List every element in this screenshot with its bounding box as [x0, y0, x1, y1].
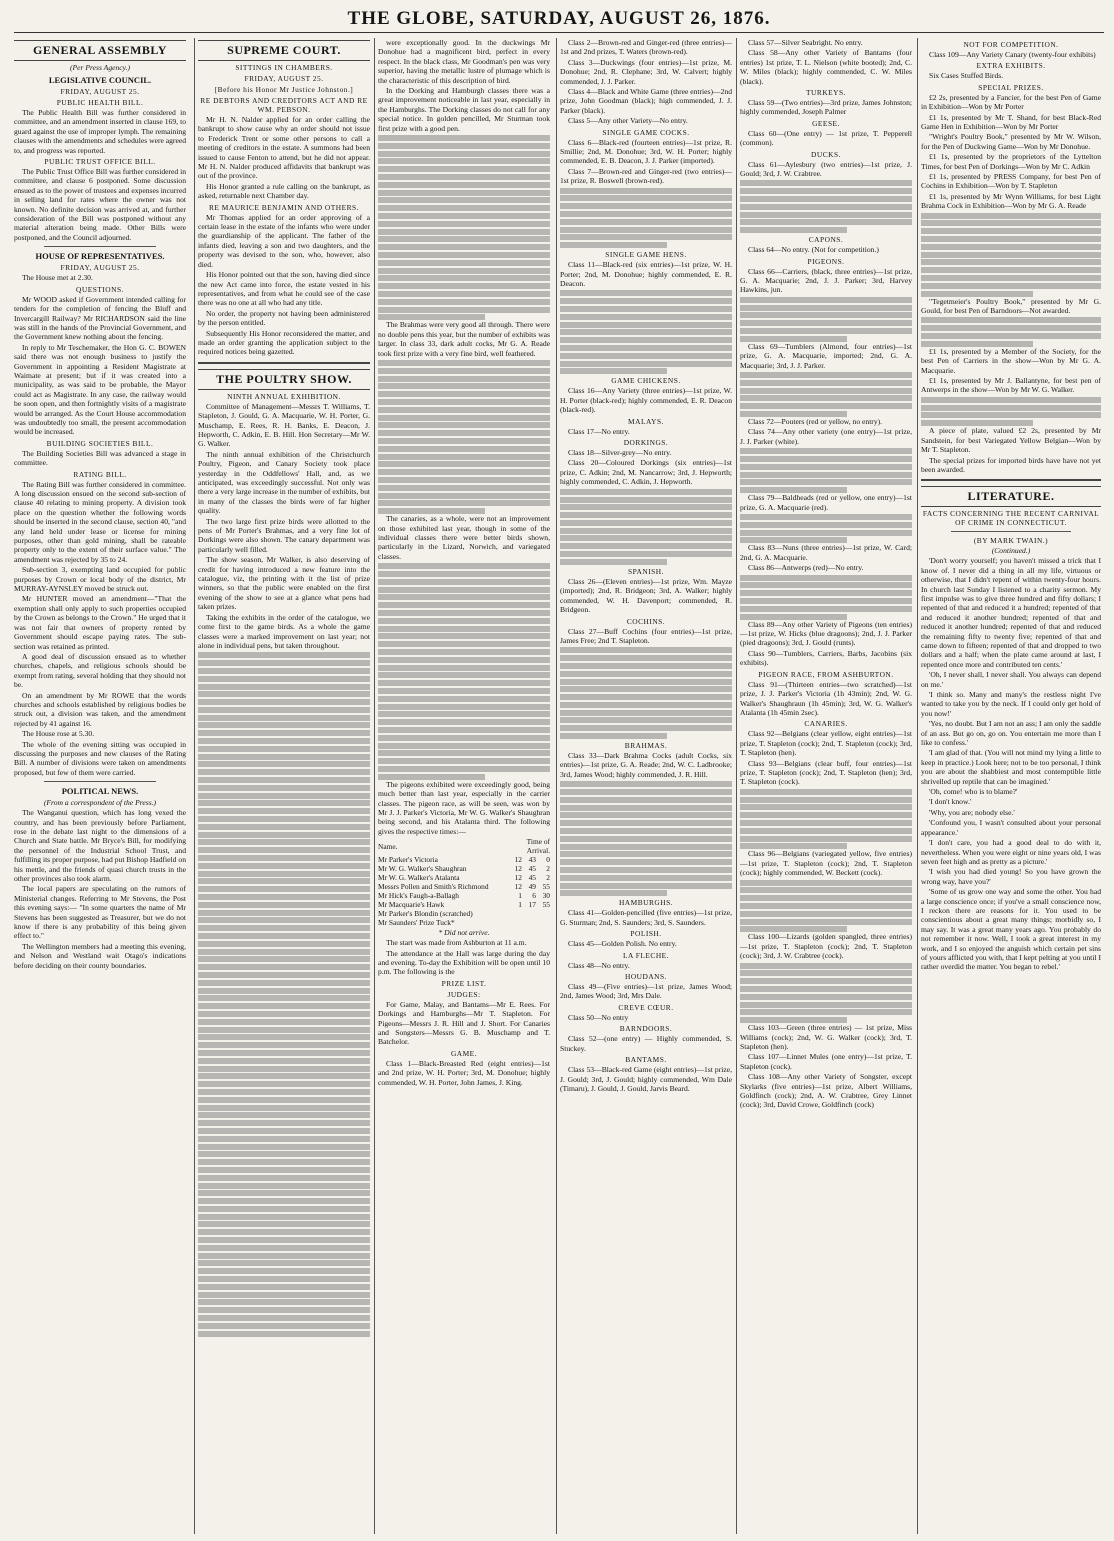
prize-entry: "Tegetmeier's Poultry Book," presented by Mr G. Gould, for best Pen of Barndoors—Not awarded.: [921, 296, 1101, 316]
article-paragraph: 'I wish you had died young! So you have grown the wrong way, have you?': [921, 867, 1101, 886]
prize-entry: £1 1s, presented by Mr J. Ballantyne, for best pen of Antwerps in the show—Won by Mr W. G. Walker.: [921, 376, 1101, 395]
prize-entry: Class 5—Any other Variety—No entry.: [568, 116, 688, 126]
continued-note: (Continued.): [991, 546, 1031, 556]
table-row: Mr Parker's Victoria 12 43 0: [378, 855, 550, 865]
article-title: FACTS CONCERNING THE RECENT CARNIVAL OF CRIME IN CONNECTICUT.: [922, 509, 1100, 528]
prize-entry: Class 107—Linnet Mules (one entry)—1st prize, T. Stapleton (cock).: [740, 1052, 912, 1071]
subheading: TURKEYS.: [806, 88, 846, 98]
text-continuation: [740, 575, 912, 620]
column-rule: [917, 38, 918, 1534]
article-paragraph: 'I think so. Many and many's the restless night I've wanted to take you by the neck. If I could only get hold of you now!': [921, 690, 1101, 718]
prize-entry: Class 72—Pouters (red or yellow, no entry).: [748, 417, 883, 427]
subheading: BUILDING SOCIETIES BILL.: [46, 438, 154, 448]
column-4: [560, 38, 732, 1534]
prize-entry: Class 103—Green (three entries) — 1st prize, Miss Williams (cock); 2nd, W. G. Walker (cock); 3rd, T. Stapleton (hen).: [740, 1023, 912, 1051]
prize-entry: Class 59—(Two entries)—3rd prize, James Johnston; highly commended, Joseph Palmer: [740, 98, 912, 117]
divider: [198, 362, 370, 364]
article-paragraph: The Public Trust Office Bill was further considered in committee, and clause 6 postponed. Some discussion ensued as to the power of trustees and expenses incurred in selling land for rates where the owner was not known. No definite decision was arrived at, and further consideration of the Bill was postponed without any material alteration being made. Other Bills were postponed, and the Council adjourned.: [14, 167, 186, 242]
prize-entry: A piece of plate, valued £2 2s, presented by Mr Sandstein, for best Variegated Yellow Belgian—Won by Mr T. Stapleton.: [921, 426, 1101, 455]
prize-entry: £2 2s, presented by a Fancier, for the best Pen of Game in Exhibition—Won by Mr Porter: [921, 92, 1101, 112]
subheading: CAPONS.: [808, 235, 844, 245]
article-paragraph: The whole of the evening sitting was occupied in discussing the purposes and new clauses of the Rating Bill. A number of divisions were taken on amendments proposed, but few of them were carried.: [14, 739, 186, 777]
prize-entry: Class 100—Lizards (golden spangled, three entries)—1st prize, T. Stapleton (cock); 2nd, T. Stapleton (cock); 3rd, J. W. Crabtree (cock).: [740, 932, 912, 961]
subheading: QUESTIONS.: [76, 284, 124, 294]
text-continuation: [740, 372, 912, 417]
dateline: FRIDAY, AUGUST 25.: [60, 87, 140, 96]
subheading: PUBLIC TRUST OFFICE BILL.: [44, 157, 156, 167]
article-paragraph: 'Don't worry yourself; you haven't missed a trick that I know of. I never did a thing in all my life, virtuous or otherwise, that I didn't repent of within twenty-four hours. In church last Sunday I listened to a charity sermon. My first impulse was to give three hundred and fifty dollars; I repented of that and reduced it a hundred; repented of that and reduced it another hundred; repented of that and reduced it another hundred; repented of that and reduced the remaining fifty to twenty five; repented of that and came down to fifteen; repented of that and dropped to two dollars and a half; when the plate came around at last, I repented once more and contributed ten cents.': [921, 556, 1101, 669]
masthead: [14, 6, 1104, 33]
article-paragraph: 'I am glad of that. (You will not mind my lying a little to keep in practice.) Look here; not to be too personal, I think you are about the shabbiest and most contemptible little shrivelled up reptile that can be imagined.': [921, 748, 1101, 786]
prize-entry: Class 52—(one entry) — Highly commended, S. Stuckey.: [560, 1034, 732, 1053]
article-paragraph: His Honor pointed out that the son, having died since the new Act came into force, the estate vested in his representatives, and from what he could see of the case there was no one at all who had any title.: [198, 270, 370, 308]
prize-entry: Class 66—Carriers, (black, three entries)—1st prize, G. A. Macquarie; 2nd, J. J. Parker; 3rd, Harvey Hawkins, jun.: [740, 266, 912, 295]
subheading: HOUSE OF REPRESENTATIVES.: [35, 251, 165, 262]
article-paragraph: His Honor granted a rule calling on the bankrupt, as asked, returnable next Chamber day.: [198, 181, 370, 201]
dateline: FRIDAY, AUGUST 25.: [60, 263, 140, 273]
byline: (From a correspondent of the Press.): [43, 798, 157, 808]
prize-entry: Class 96—Belgians (variegated yellow, five entries)—1st prize, T. Stapleton (cock); 2nd, T. Stapleton (cock); highly commended, W. Beckett (cock).: [740, 849, 912, 878]
dateline: FRIDAY, AUGUST 25.: [244, 74, 324, 83]
text-continuation: [921, 397, 1101, 426]
text-continuation: [560, 290, 732, 374]
article-paragraph: Mr H. N. Nalder applied for an order calling the bankrupt to show cause why an order should not issue to Frederick Trent or some other persons to call a meeting of creditors in the estate. A summons had been issued to cause Fenton to attend, but he did not appear. Mr H. N. Nalder produced affidavits that bankrupt was out of the province.: [198, 115, 370, 181]
prize-entry: Class 7—Brown-red and Ginger-red (two entries)—1st prize, R. Boswell (brown-red).: [560, 166, 732, 186]
court-note: [Before his Honor Mr Justice Johnston.]: [214, 85, 354, 94]
prize-entry: Class 41—Golden-pencilled (five entries)—1st prize, G. Sturman; 2nd, S. Saunders; 3rd, S. Saunders.: [560, 908, 732, 927]
column-rule: [374, 38, 375, 1534]
article-paragraph: The Building Societies Bill was advanced a stage in committee.: [14, 448, 186, 468]
subheading: DUCKS.: [811, 149, 841, 159]
prize-entry: Class 20—Coloured Dorkings (six entries)—1st prize, C. Adkin; 2nd, M. Nancarrow; 3rd, J. Hepworth; highly commended, C. Adkin, J. Hepworth.: [560, 458, 732, 487]
subheading: SINGLE GAME HENS.: [605, 250, 687, 260]
subheading: NINTH ANNUAL EXHIBITION.: [227, 391, 341, 401]
article-paragraph: The House rose at 5.30.: [22, 729, 95, 739]
article-paragraph: The start was made from Ashburton at 11 a.m.: [386, 938, 527, 948]
column-5: [740, 38, 912, 1534]
text-continuation: [740, 180, 912, 233]
article-paragraph: Mr HUNTER moved an amendment—"That the exemption shall only apply to such properties occupied by the Crown as belongs to the Crown." He urged that it was not fair that owners of property rented by Government should escape paying rates. The sub-section was retained as printed.: [14, 594, 186, 651]
prize-entry: Class 2—Brown-red and Ginger-red (three entries)—1st and 2nd prizes, T. Waters (brown-red).: [560, 38, 732, 57]
footnote: * Did not arrive.: [438, 928, 490, 938]
prize-entry: £1 1s, presented by Mr Wynn Williams, for best Light Brahma Cock in Exhibition—Won by Mr G. A. Reade: [921, 191, 1101, 211]
prize-entry: Class 6—Black-red (fourteen entries)—1st prize, R. Smillie; 2nd, M. Donohue; 3rd, W. H. Porter; highly commended, E. B. Deacon, J. J. Parker (imported).: [560, 137, 732, 166]
article-paragraph: 'Oh, come! who is to blame?': [929, 787, 1018, 797]
column-rule: [736, 38, 737, 1534]
prize-entry: Class 3—Duckwings (four entries)—1st prize, M. Donohue; 2nd, R. Clephane; 3rd, W. Calvert; highly commended, J. J. Parker.: [560, 57, 732, 86]
divider: [921, 479, 1101, 481]
prize-entry: Class 83—Nuns (three entries)—1st prize, W. Card; 2nd, G. A. Macquarie.: [740, 543, 912, 562]
subheading: SPANISH.: [628, 566, 664, 576]
prize-entry: Class 61—Aylesbury (two entries)—1st prize, J. Gould; 3rd, J. W. Crabtree.: [740, 159, 912, 179]
subheading: GAME.: [450, 1048, 478, 1058]
article-paragraph: On an amendment by Mr ROWE that the words churches and schools established by religious bodies be struck out, a division was taken, and the amendment rejected by 41 against 16.: [14, 690, 186, 728]
article-paragraph: Mr WOOD asked if Government intended calling for tenders for the completion of fencing the Bluff and Invercargill Railway? Mr RICHARDSON said the line was still in the hands of the Provincial Government, and the Government knew nothing about the fencing.: [14, 294, 186, 342]
prize-entry: "Wright's Poultry Book," presented by Mr W. Wilson, for the Pen of Duckwing Game—Won by Mr Donohue.: [921, 132, 1101, 151]
subheading: GAME CHICKENS.: [611, 376, 681, 386]
article-paragraph: Class 1—Black-Breasted Red (eight entries)—1st and 2nd prize, W. H. Porter; 3rd, M. Donohue; highly commended, W. H. Porter, John James, J. King.: [378, 1058, 550, 1087]
subheading: HAMBURGHS.: [618, 898, 674, 908]
prize-entry: Class 64—No entry. (Not for competition.): [748, 245, 879, 255]
text-continuation: [740, 514, 912, 543]
prize-entry: Class 48—No entry.: [568, 960, 630, 970]
article-paragraph: 'Oh, I never shall, I never shall. You always can depend on me.': [921, 670, 1101, 689]
subheading: HOUDANS.: [625, 972, 667, 982]
text-continuation: [740, 963, 912, 1024]
prize-entry: Class 91—(Thirteen entries—two scratched)—1st prize, J. J. Parker's Victoria (1h 43min); 2nd, W. G. Walker's Shaughraun (1h 45min); 3rd, W. G. Walker's Atalanta (1h 45min 2sec).: [740, 679, 912, 717]
subheading: COCHINS.: [626, 616, 666, 626]
prize-entry: Class 16—Any Variety (three entries)—1st prize, W. H. Porter (black-red); highly commended, E. R. Deacon (black-red).: [560, 386, 732, 415]
subheading: PIGEON RACE, FROM ASHBURTON.: [758, 669, 894, 679]
prize-entry: Class 26—(Eleven entries)—1st prize, Wm. Mayze (imported); 2nd, R. Bridgeon; 3rd, A. Walker; highly commended, W. H. Davenport; commended, R. Bridgeon.: [560, 576, 732, 615]
subheading: BARNDOORS.: [619, 1024, 673, 1034]
subheading: JUDGES:: [447, 989, 481, 999]
article-paragraph: Taking the exhibits in the order of the catalogue, we come first to the game birds. As a whole the game classes were a marked improvement on last year; not alone in individual pens, but taken throughout.: [198, 612, 370, 650]
prize-entry: Class 49—(Five entries)—1st prize, James Wood; 2nd, James Wood; 3rd, Mrs Dale.: [560, 982, 732, 1001]
text-continuation: [740, 448, 912, 493]
article-paragraph: 'Some of us grow one way and some the other. You had a large conscience once; if you've a small conscience now, I reckon there are reasons for it. You used to be conscientious about a great many things; morbidly so, I may say. It was a great many years ago. You probably do not remember it now. Well, I took a great interest in my work, and I so enjoyed the anguish which certain pet sins of yours afflicted you with, that I kept pelting at you until I rather overdid the matter. You began to rebel.': [921, 887, 1101, 972]
prize-entry: Class 27—Buff Cochins (four entries)—1st prize, James Free; 2nd T. Stapleton.: [560, 626, 732, 645]
article-paragraph: The Wellington members had a meeting this evening, and Nelson and Westland wait Otago's indications before deciding on their county boundaries.: [14, 941, 186, 970]
table-row: Mr W. G. Walker's Atalanta 12 45 2: [378, 873, 550, 883]
text-continuation: [378, 135, 550, 320]
table-row: Mr Saunders' Prize Tuck*: [378, 918, 455, 928]
subheading: PRIZE LIST.: [441, 978, 487, 988]
prize-entry: Class 53—Black-red Game (eight entries)—1st prize, J. Gould; 3rd, J. Gould; highly commended, Wm Dale (Timaru), J. Gould, J. Gould, Jarvis Beard.: [560, 1065, 732, 1093]
text-continuation: [560, 647, 732, 739]
prize-entry: Class 90—Tumblers, Carriers, Barbs, Jacobins (six exhibits).: [740, 648, 912, 668]
subheading: BANTAMS.: [625, 1055, 667, 1065]
subheading: MALAYS.: [628, 416, 664, 426]
prize-entry: £1 1s, presented by PRESS Company, for best Pen of Cochins in Exhibition—Won by T. Stapleton: [921, 172, 1101, 191]
column-rule: [194, 38, 195, 1534]
divider: [44, 781, 156, 782]
prize-entry: Class 60—(One entry) — 1st prize, T. Pepperell (common).: [740, 128, 912, 148]
article-paragraph: 'Confound you, I wasn't consulted about your personal appearance.': [921, 818, 1101, 837]
column-2: [198, 38, 370, 1534]
prize-entry: £1 1s, presented by Mr T. Shand, for best Black-Red Game Hen in Exhibition—Won by Mr Porter: [921, 112, 1101, 132]
prize-entry: Class 4—Black and White Game (three entries)—2nd prize, John Goodman (black); high commended, J. J. Parker (black).: [560, 87, 732, 115]
prize-entry: Class 18—Silver-grey—No entry.: [568, 448, 672, 458]
prize-entry: Class 45—Golden Polish. No entry.: [568, 939, 677, 949]
masthead-title: THE GLOBE, SATURDAY, AUGUST 26, 1876.: [347, 8, 771, 29]
article-paragraph: A good deal of discussion ensued as to whether churches, chapels, and religious schools should be exempt from rating, several holding that they should not be.: [14, 651, 186, 690]
byline: (Per Press Agency.): [69, 63, 131, 72]
prize-entry: Six Cases Stuffed Birds.: [929, 71, 1004, 81]
prize-entry: The special prizes for imported birds have have not yet been awarded.: [921, 455, 1101, 474]
prize-entry: Class 108—Any other Variety of Songster, except Skylarks (five entries)—1st prize, Albert Williams, Goldfinch (cock); 2nd, A. W. Crabtree, Grey Linnet (cock); 3rd, David Crowe, Goldfinch (cock): [740, 1072, 912, 1110]
article-paragraph: In the Dorking and Hamburgh classes there was a great improvement noticeable in last year, especially in the Hamburghs. The Dorking classes do not call for any special notice. In golden pencilled, Mr Sturman took first prize with a good pen.: [378, 86, 550, 133]
text-continuation: [740, 297, 912, 342]
prize-entry: Class 11—Black-red (six entries)—1st prize, W. H. Porter; 2nd, M. Donohue; highly commended, E. R. Deacon.: [560, 260, 732, 289]
subheading: NOT FOR COMPETITION.: [963, 40, 1059, 49]
table-row: Mr Macquarie's Hawk 1 17 55: [378, 900, 550, 910]
text-continuation: [560, 489, 732, 565]
section-heading: THE POULTRY SHOW.: [198, 369, 370, 390]
article-paragraph: The canaries, as a whole, were not an improvement on those exhibited last year, though in some of the individual classes there were better birds shown, particularly in the Lizard, Norwich, and variegated classes.: [378, 514, 550, 561]
text-continuation: [740, 789, 912, 850]
section-heading: SUPREME COURT.: [198, 40, 370, 61]
prize-entry: Class 92—Belgians (clear yellow, eight entries)—1st prize, T. Stapleton (cock); 2nd, T. Stapleton (cock); 3rd, T. Stapleton (hen).: [740, 729, 912, 758]
article-paragraph: No order, the property not having been administered by the person entitled.: [198, 308, 370, 328]
subheading: DORKINGS.: [623, 438, 669, 448]
subheading: CREVE CŒUR.: [618, 1002, 674, 1012]
table-row: Mr Parker's Blondin (scratched): [378, 909, 473, 919]
article-paragraph: 'I don't know.': [929, 797, 972, 807]
text-continuation: [740, 880, 912, 933]
prize-entry: Class 93—Belgians (clear buff, four entries)—1st prize, T. Stapleton (cock); 2nd, T. Stapleton (hen); 3rd, T. Stapleton (cock).: [740, 758, 912, 787]
case-heading: RE MAURICE BENJAMIN AND OTHERS.: [209, 202, 359, 212]
table-header: Time of Arrival.: [526, 837, 550, 856]
article-paragraph: Committee of Management—Messrs T. Williams, T. Stapleton, J. Gould, G. A. Macquarie, W. H. Porter, G. Muschamp, E. Rees, R. H. Banks, E. Deacon, J. Hepworth, C. Adkin, E. B. Hill. Hon Secretary—Mr W. G. Walker.: [198, 401, 370, 449]
article-paragraph: 'Yes, no doubt. But I am not an ass; I am only the saddle of an ass. But go on, go on. You entertain me more than I like to confess.': [921, 719, 1101, 748]
prize-entry: Class 69—Tumblers (Almond, four entries)—1st prize, G. A. Macquarie, imported; 2nd, G. A. Macquarie; 3rd, J. J. Parker.: [740, 341, 912, 370]
prize-entry: Class 57—Silver Seabright. No entry.: [748, 38, 863, 47]
subheading: SPECIAL PRIZES.: [978, 82, 1044, 92]
divider: [44, 246, 156, 247]
subheading: BRAHMAS.: [624, 741, 668, 751]
text-continuation: [198, 652, 370, 1336]
case-heading: RE DEBTORS AND CREDITORS ACT AND RE WM. PEBSON.: [200, 96, 368, 114]
article-paragraph: The ninth annual exhibition of the Christchurch Poultry, Pigeon, and Canary Society took place yesterday in the Oddfellows' Hall, and, as we anticipated, was exceedingly successful. Not only was there a very large increase in the number of exhibits, but in many of the classes the birds were of far higher quality.: [198, 449, 370, 516]
race-times-table: [378, 837, 550, 927]
column-rule: [556, 38, 557, 1534]
prize-entry: Class 50—No entry: [568, 1012, 629, 1022]
table-row: Messrs Pollen and Smith's Richmond 12 49 55: [378, 882, 550, 892]
prize-entry: Class 17—No entry.: [568, 426, 630, 436]
article-paragraph: The local papers are speculating on the rumors of Ministerial changes. Referring to Mr Stevens, the Post this evening says:— "In some quarters the name of Mr Stevens has been suggested as Treasurer, but we do not know if there is any probability of this being given effect to.": [14, 884, 186, 941]
article-paragraph: Sub-section 3, exempting land occupied for public purposes by Crown or local body of the district, Mr MURRAY-AYNSLEY moved be struck out.: [14, 565, 186, 594]
table-row: Mr W. G. Walker's Shaughran 12 45 2: [378, 864, 550, 874]
subheading: LEGISLATIVE COUNCIL.: [48, 75, 152, 85]
article-paragraph: The Public Health Bill was further considered in committee, and an amendment inserted in clause 169, to guard against the use of improper lymph. The remaining clauses with the amendments and schedules were agreed to, and progress was reported.: [14, 108, 186, 155]
article-paragraph: In reply to Mr Teschemaker, the Hon G. C. BOWEN said there was not enough business to justify the Government in appointing a Resident Magistrate at Waimate at present; but if it was created into a municipality, as was said to be probable, the Mayor could act as Magistrate. In any case, the railway would be soon open, and then fortnightly visits of a magistrate would be arranged. As the Court House accommodation was undoubtedly too small, the present accommodation would be increased.: [14, 342, 186, 437]
column-6: [921, 38, 1101, 1534]
column-1: [14, 38, 186, 1534]
prize-entry: Class 79—Baldheads (red or yellow, one entry)—1st prize, G. A. Macquarie (red).: [740, 493, 912, 512]
article-paragraph: were exceptionally good. In the duckwings Mr Donohue had a magnificent bird, perfect in every respect. In the black class, Mr Goodman's pen was very superior, having the metallic lustre of plumage which is the characteristic of this description of bird.: [378, 38, 550, 85]
prize-entry: £1 1s, presented by the proprietors of the Lyttelton Times, for best Pen of Dorkings—Won by Mr C. Adkin: [921, 152, 1101, 171]
table-row: Mr Hick's Faugh-a-Ballagh 1 6 30: [378, 891, 550, 901]
text-continuation: [921, 213, 1101, 297]
prize-entry: £1 1s, presented by a Member of the Society, for the best Pen of Carriers in the show—Won by Mr G. A. Macquarie.: [921, 346, 1101, 375]
subheading: POLISH.: [630, 929, 662, 939]
subheading: POLITICAL NEWS.: [61, 786, 139, 797]
table-header: Name.: [378, 841, 398, 851]
subheading: PIGEONS.: [807, 256, 845, 266]
article-paragraph: The attendance at the Hall was large during the day and evening. To-day the Exhibition will be open until 10 p.m. The following is the: [378, 948, 550, 977]
text-continuation: [560, 188, 732, 249]
section-heading: GENERAL ASSEMBLY: [14, 40, 186, 61]
article-paragraph: 'I don't care, you had a good deal to do with it, nevertheless. When you were eight or nine years old, I was seven feet high and as pretty as a picture.': [921, 838, 1101, 866]
subheading: GEESE.: [812, 118, 840, 128]
prize-entry: Class 33—Dark Brahma Cocks (adult Cocks, six entries)—1st prize, G. A. Reade; 2nd, W. C. Ladbrooke; 3rd, James Wood; highly commended, J. R. Hill.: [560, 751, 732, 779]
prize-entry: Class 74—Any other variety (one entry)—1st prize, J. J. Parker (white).: [740, 427, 912, 446]
article-paragraph: The show season, Mr Walker, is also deserving of credit for having introduced a new feature into the catalogue, viz, the printing with it the list of prize winners, so that the public were enabled on the first evening of the show to see at a glance what pens had taken prizes.: [198, 555, 370, 612]
subheading: LA FLECHE.: [622, 950, 670, 960]
subheading: SITTINGS IN CHAMBERS.: [235, 63, 333, 72]
subheading: CANARIES.: [804, 719, 848, 729]
text-continuation: [921, 317, 1101, 346]
subheading: PUBLIC HEALTH BILL.: [56, 98, 144, 107]
article-paragraph: The Wanganui question, which has long vexed the country, and has been previously before Parliament, rose in the debate last night to the dimensions of a Church and State battle. Mr Bryce's Bill, for modifying the personnel of the Industrial School Trust, and fulfilling its proper purpose, had put Bishop Hadfield on his mettle, and the friends of quasi church trusts in the other provinces also took alarm.: [14, 808, 186, 884]
divider: [951, 531, 1071, 532]
byline: (BY MARK TWAIN.): [973, 536, 1049, 546]
article-paragraph: For Game, Malay, and Bantams—Mr E. Rees. For Dorkings and Hamburghs—Mr T. Stapleton. For Pigeons—Messrs J. R. Hill and J. Short. For Canaries and Songsters—Messrs G. B. Muschamp and T. Batchelor.: [378, 999, 550, 1047]
text-continuation: [378, 360, 550, 514]
prize-entry: Class 109—Any Variety Canary (twenty-four exhibits): [929, 50, 1096, 59]
subheading: SINGLE GAME COCKS.: [602, 127, 690, 137]
prize-entry: Class 86—Antwerps (red)—No entry.: [748, 563, 864, 573]
article-paragraph: The Rating Bill was further considered in committee. A long discussion ensued on the second sub-section of clause 40 relating to mining property. A division took place on the question whether the following words should be inserted in the second clause, section 40, "and any land held under lease or license for mining purposes, other than gold mining, shall be rateable property only to the extent of their surface value." The amendment was rejected by 35 to 24.: [14, 479, 186, 564]
article-paragraph: The two large first prize birds were allotted to the pens of Mr Porter's Brahmas, and a very fine lot of Dorkings were also shown. The canary department was particularly well filled.: [198, 516, 370, 554]
column-3: [378, 38, 550, 1534]
article-paragraph: The House met at 2.30.: [22, 273, 93, 283]
article-paragraph: 'Why, you are; nobody else.': [929, 807, 1015, 817]
section-heading: LITERATURE.: [921, 486, 1101, 507]
article-paragraph: The Brahmas were very good all through. There were no double pens this year, but the number of exhibits was larger. In class 33, dark adult cocks, Mr G. A. Reade took first prize with a very fine bird, well feathered.: [378, 320, 550, 358]
prize-entry: Class 89—Any other Variety of Pigeons (ten entries)—1st prize, W. Hicks (blue dragoons); 2nd, J. J. Parker (pied dragoons); 3rd, J. Gould (runts).: [740, 619, 912, 648]
article-paragraph: Subsequently His Honor reconsidered the matter, and made an order granting the application subject to the required notices being gazetted.: [198, 328, 370, 357]
text-continuation: [378, 563, 550, 780]
subheading: RATING BILL.: [73, 469, 127, 479]
prize-entry: Class 58—Any other Variety of Bantams (four entries) 1st prize, T. L. Nielson (white booted); 2nd, C. W. Miles (black); highly commended, C. W. Miles (black).: [740, 48, 912, 86]
text-continuation: [560, 781, 732, 896]
subheading: EXTRA EXHIBITS.: [976, 61, 1046, 71]
article-paragraph: The pigeons exhibited were exceedingly good, being much better than last year, especially in the carrier classes. The pigeon race, as will be seen, was won by Mr J. J. Parker's Victoria, Mr W. G. Walker's Shaughran being second, and his Atalanta third. The following gives the respective times:—: [378, 779, 550, 836]
article-paragraph: Mr Thomas applied for an order approving of a certain lease in the estate of the infants who were under the guardianship of the applicant. The father of the infants died, leaving a son and two daughters, and the property was devised to the son, who, however, also died.: [198, 212, 370, 269]
